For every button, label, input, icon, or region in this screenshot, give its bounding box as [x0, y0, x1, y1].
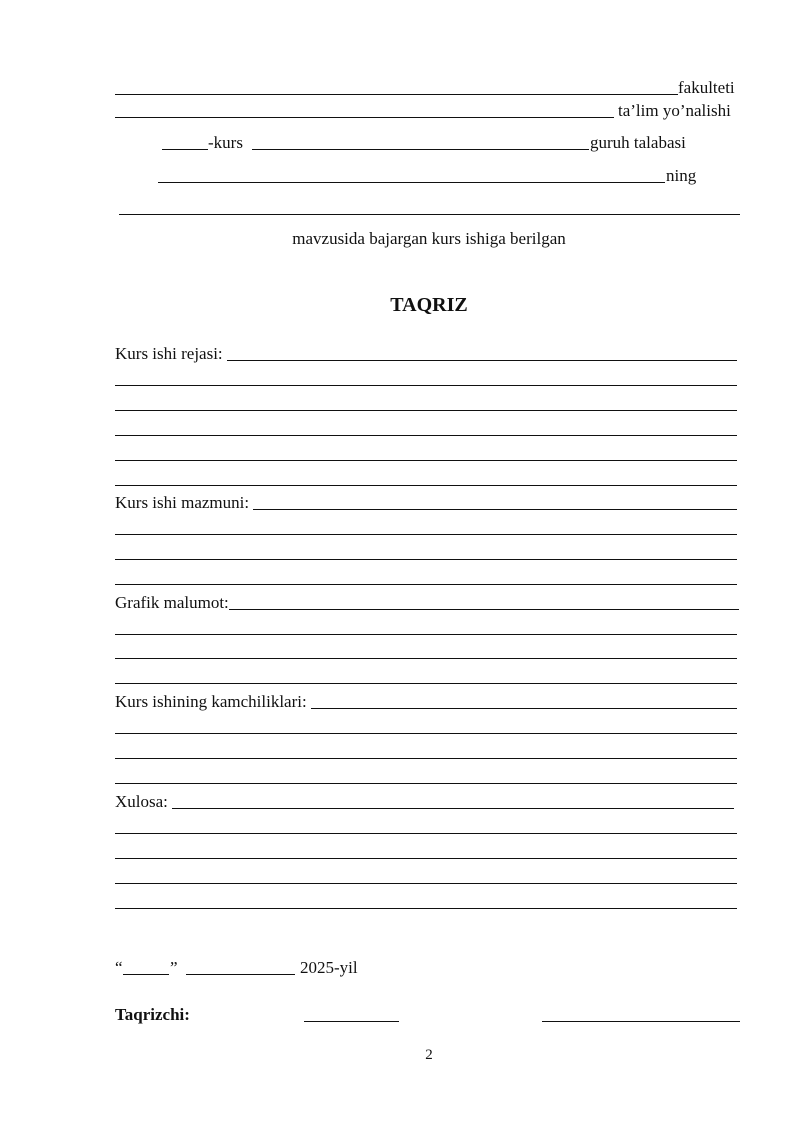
- student-name-blank[interactable]: [158, 182, 665, 183]
- reviewer-label: Taqrizchi:: [115, 1005, 190, 1024]
- day-blank[interactable]: [123, 974, 169, 975]
- reviewer-name-blank[interactable]: [542, 1021, 740, 1022]
- conclusion-line-5[interactable]: [115, 908, 737, 909]
- topic-caption: mavzusida bajargan kurs ishiga berilgan: [0, 229, 800, 249]
- plan-line-6[interactable]: [115, 485, 737, 486]
- topic-blank[interactable]: [119, 214, 740, 215]
- shortcomings-line-2[interactable]: [115, 733, 737, 734]
- conclusion-label: Xulosa:: [115, 792, 172, 812]
- student-suffix: ning: [666, 166, 697, 185]
- shortcomings-line-4[interactable]: [115, 783, 737, 784]
- plan-line-3[interactable]: [115, 410, 737, 411]
- conclusion-line-2[interactable]: [115, 833, 737, 834]
- graphic-label: Grafik malumot:: [115, 593, 229, 612]
- direction-blank[interactable]: [115, 117, 614, 118]
- document-title: TAQRIZ: [390, 294, 468, 316]
- conclusion-line-4[interactable]: [115, 883, 737, 884]
- plan-line-5[interactable]: [115, 460, 737, 461]
- course-label: -kurs: [208, 133, 243, 152]
- date-open-quote: “: [115, 958, 123, 977]
- shortcomings-label: Kurs ishining kamchiliklari:: [115, 692, 311, 712]
- plan-label: Kurs ishi rejasi:: [115, 344, 227, 364]
- plan-line-4[interactable]: [115, 435, 737, 436]
- direction-label: ta’lim yo’nalishi: [618, 101, 731, 120]
- month-blank[interactable]: [186, 974, 295, 975]
- date-close-quote: ”: [170, 958, 178, 977]
- content-line-3[interactable]: [115, 559, 737, 560]
- group-blank[interactable]: [252, 149, 589, 150]
- content-line-4[interactable]: [115, 584, 737, 585]
- group-label: guruh talabasi: [590, 133, 686, 152]
- conclusion-line-1[interactable]: [115, 808, 734, 809]
- faculty-label: fakulteti: [678, 78, 735, 97]
- graphic-line-2[interactable]: [115, 634, 737, 635]
- year-label: 2025-yil: [300, 958, 358, 977]
- shortcomings-line-3[interactable]: [115, 758, 737, 759]
- content-line-2[interactable]: [115, 534, 737, 535]
- plan-line-2[interactable]: [115, 385, 737, 386]
- content-label: Kurs ishi mazmuni:: [115, 493, 253, 513]
- graphic-line-4[interactable]: [115, 683, 737, 684]
- graphic-line-3[interactable]: [115, 658, 737, 659]
- page-number: 2: [425, 1047, 433, 1063]
- signature-blank[interactable]: [304, 1021, 399, 1022]
- course-number-blank[interactable]: [162, 149, 208, 150]
- faculty-blank[interactable]: [115, 94, 678, 95]
- conclusion-line-3[interactable]: [115, 858, 737, 859]
